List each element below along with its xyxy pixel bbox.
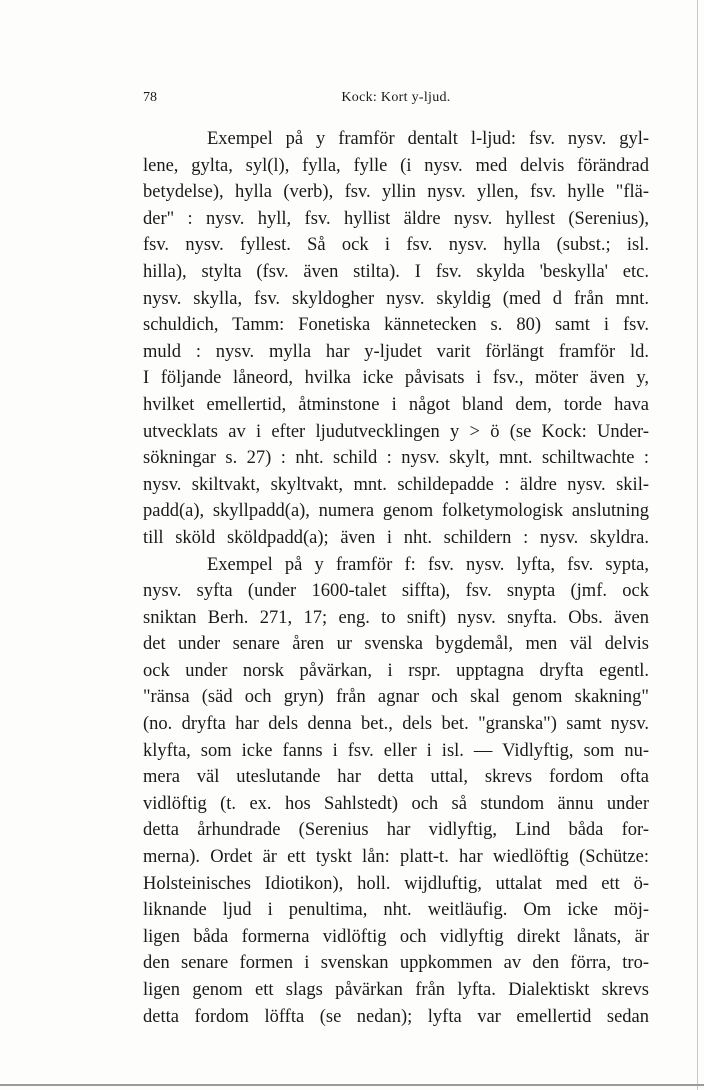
- text-line: nysv. skylla, fsv. skyldogher nysv. skyldig (med d från mnt.: [143, 288, 649, 309]
- text-line: schuldich, Tamm: Fonetiska kännetecken s. 80) samt i fsv.: [143, 315, 649, 336]
- text-line: Exempel på y framför dentalt l-ljud: fsv. nysv. gyl-: [207, 129, 649, 149]
- text-line: lene, gylta, syl(l), fylla, fylle (i nysv. med delvis förändrad: [143, 155, 649, 176]
- text-line: muld : nysv. mylla har y-ljudet varit förlängt framför ld.: [143, 341, 649, 362]
- page-number: 78: [143, 90, 157, 105]
- text-line: betydelse), hylla (verb), fsv. yllin nysv. yllen, fsv. hylle "flä-: [143, 182, 649, 203]
- text-line: ligen båda formerna vidlöftig och vidlyftig direkt lånats, är: [143, 926, 649, 947]
- text-line: utvecklats av i efter ljudutvecklingen y > ö (se Kock: Under-: [143, 421, 649, 442]
- page-bottom-edge: [0, 1084, 704, 1086]
- text-line: fsv. nysv. fyllest. Så ock i fsv. nysv. hylla (subst.; isl.: [143, 235, 649, 256]
- body-text: [143, 126, 649, 1030]
- page-header: [143, 90, 649, 112]
- text-line: "ränsa (säd och gryn) från agnar och skal genom skakning": [143, 687, 649, 708]
- text-line: detta fordom löffta (se nedan); lyfta var emellertid sedan: [143, 1006, 649, 1027]
- text-line: ock under norsk påvärkan, i rspr. upptagna dryfta egentl.: [143, 660, 649, 681]
- text-line: sniktan Berh. 271, 17; eng. to snift) nysv. snyfta. Obs. även: [143, 607, 649, 628]
- text-line: detta århundrade (Serenius har vidlyftig, Lind båda for-: [143, 820, 649, 841]
- text-line: ligen genom ett slags påvärkan från lyfta. Dialektiskt skrevs: [143, 980, 649, 1000]
- text-line: vidlöftig (t. ex. hos Sahlstedt) och så stundom ännu under: [143, 793, 649, 814]
- text-line: liknande ljud i penultima, nht. weitläufig. Om icke möj-: [143, 900, 649, 921]
- text-line: padd(a), skyllpadd(a), numera genom folketymologisk anslutning: [143, 501, 649, 522]
- text-line: klyfta, som icke fanns i fsv. eller i isl. — Vidlyftig, som nu-: [143, 740, 649, 761]
- page-edge-shadow: [697, 0, 698, 1090]
- text-line: der" : nysv. hyll, fsv. hyllist äldre nysv. hyllest (Serenius),: [143, 208, 649, 229]
- text-line: till sköld sköldpadd(a); även i nht. schildern : nysv. skyldra.: [143, 527, 649, 548]
- text-line: det under senare åren ur svenska bygdemål, men väl delvis: [143, 634, 649, 655]
- text-line: den senare formen i svenskan uppkommen av den förra, tro-: [143, 953, 649, 974]
- text-line: nysv. skiltvakt, skyltvakt, mnt. schildepadde : äldre nysv. skil-: [143, 474, 649, 495]
- text-line: sökningar s. 27) : nht. schild : nysv. skylt, mnt. schiltwachte :: [143, 448, 649, 469]
- text-line: Holsteinisches Idiotikon), holl. wijdluftig, uttalat med ett ö-: [143, 873, 649, 894]
- text-line: merna). Ordet är ett tyskt lån: platt-t. har wiedlöftig (Schütze:: [143, 847, 649, 868]
- text-line: (no. dryfta har dels denna bet., dels bet. "granska") samt nysv.: [143, 714, 649, 735]
- running-head: Kock: Kort y-ljud.: [341, 90, 451, 105]
- text-line: hilla), stylta (fsv. även stilta). I fsv. skylda 'beskylla' etc.: [143, 261, 649, 282]
- text-line: Exempel på y framför f: fsv. nysv. lyfta, fsv. sypta,: [207, 554, 649, 575]
- text-line: hvilket emellertid, åtminstone i något bland dem, torde hava: [143, 394, 649, 415]
- text-line: I följande låneord, hvilka icke påvisats i fsv., möter även y,: [143, 368, 649, 389]
- text-line: mera väl uteslutande har detta uttal, skrevs fordom ofta: [143, 767, 649, 788]
- text-line: nysv. syfta (under 1600-talet siffta), fsv. snypta (jmf. ock: [143, 581, 649, 602]
